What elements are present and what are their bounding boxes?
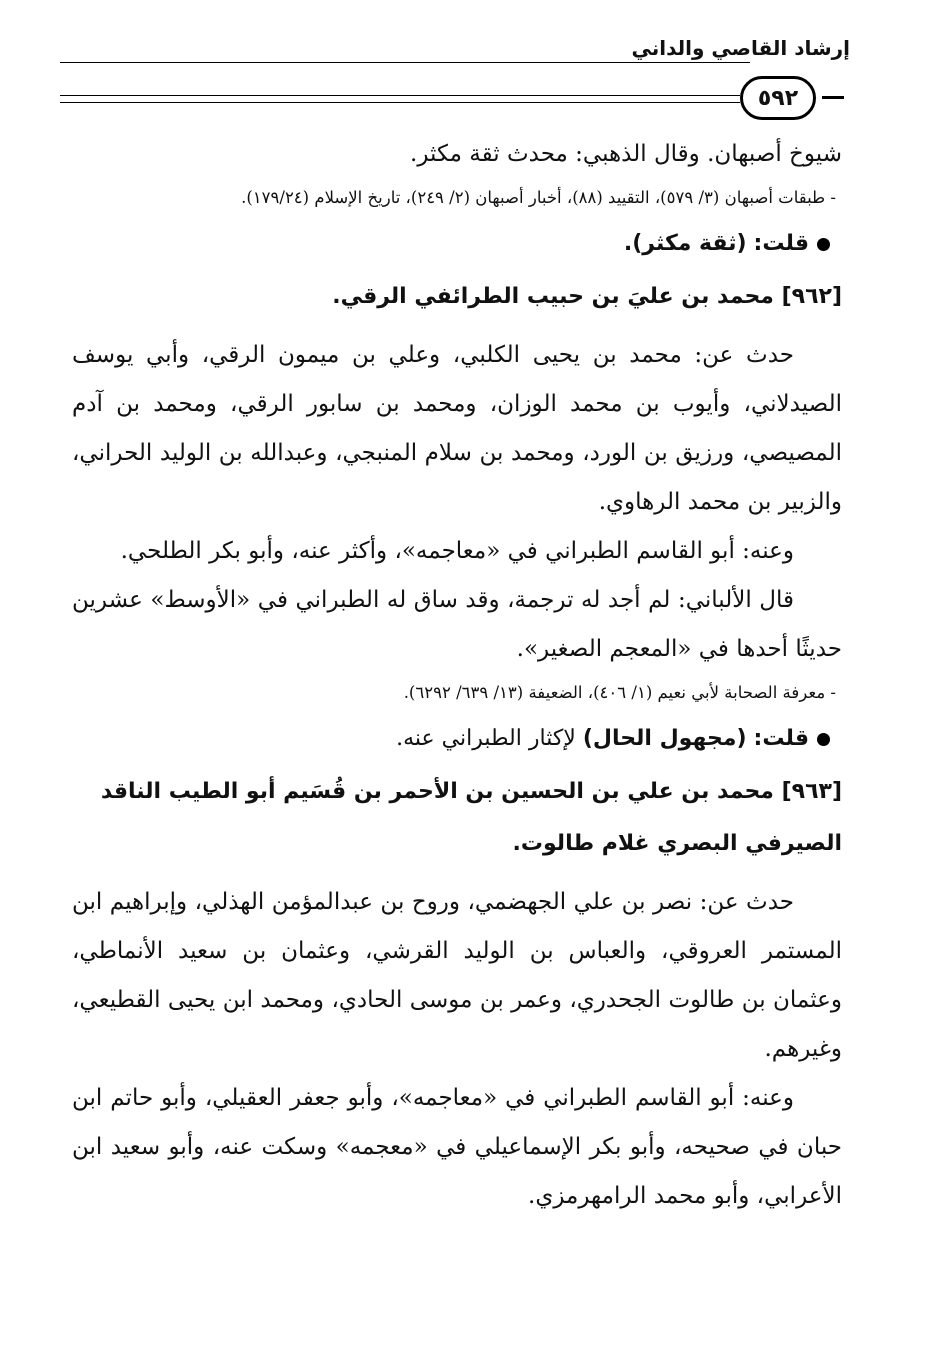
- verdict-line: [72, 221, 842, 267]
- albani-statement: قال الألباني: لم أجد له ترجمة، وقد ساق له الطبراني في «الأوسط» عشرين حديثًا أحدها في «المعجم الصغير».: [72, 587, 842, 662]
- running-title: إرشاد القاصي والداني: [631, 36, 850, 60]
- narrators-from-him: وعنه: أبو القاسم الطبراني في «معاجمه»، وأبو جعفر العقيلي، وأبو حاتم ابن حبان في صحيحه، وأبو بكر الإسماعيلي في «معجمه» وسكت عنه، وأبو سعيد ابن الأعرابي، وأبو محمد الرامهرمزي.: [72, 1085, 842, 1209]
- verdict-text: (مجهول الحال): [582, 726, 747, 751]
- narrated-from: حدث عن: نصر بن علي الجهضمي، وروح بن عبدالمؤمن الهذلي، وإبراهيم ابن المستمر العروقي، والعباس بن الوليد القرشي، وعثمان بن سعيد الأنماطي، وعثمان بن طالوت الجحدري، وعمر بن موسى الحادي، ومحمد ابن يحيى القطيعي، وغيرهم.: [72, 889, 842, 1062]
- verdict-label: قلت:: [753, 231, 809, 256]
- narrated-from: حدث عن: محمد بن يحيى الكلبي، وعلي بن ميمون الرقي، وأبي يوسف الصيدلاني، وأيوب بن محمد الوزان، ومحمد بن سابور الرقي، ومحمد بن آدم المصيصي، ورزيق بن الورد، ومحمد بن سلام المنبجي، وعبدالله بن الوليد الحراني، والزبير بن محمد الرهاوي.: [72, 342, 842, 515]
- header-rule-lower-1: [60, 95, 740, 96]
- page-number: ٥٩٢: [740, 76, 816, 120]
- page-header: [60, 36, 850, 111]
- narrators-from-him: وعنه: أبو القاسم الطبراني في «معاجمه»، وأكثر عنه، وأبو بكر الطلحي.: [120, 538, 794, 564]
- entry-continuation: شيوخ أصبهان. وقال الذهبي: محدث ثقة مكثر.: [410, 141, 842, 167]
- verdict-line: [72, 716, 842, 762]
- entry-title: [٩٦٢] محمد بن عليَ بن حبيب الطرائفي الرقي.: [332, 284, 842, 309]
- header-rule-top: [60, 62, 750, 63]
- verdict-label: قلت:: [753, 726, 809, 751]
- sources-line: - طبقات أصبهان (٣/ ٥٧٩)، التقييد (٨٨)، أخبار أصبهان (٢/ ٢٤٩)، تاريخ الإسلام (١٧٩/٢٤).: [241, 188, 836, 207]
- page-body: [72, 130, 842, 1221]
- verdict-reason: لإكثار الطبراني عنه.: [396, 726, 583, 751]
- bullet-icon: [817, 733, 830, 746]
- sources-line: - معرفة الصحابة لأبي نعيم (١/ ٤٠٦)، الضعيفة (١٣/ ٦٣٩/ ٦٢٩٢).: [403, 683, 836, 702]
- bullet-icon: [817, 238, 830, 251]
- page-number-dash: [822, 96, 844, 99]
- entry-title: [٩٦٣] محمد بن علي بن الحسين بن الأحمر بن قُسَيم أبو الطيب الناقد الصيرفي البصري غلام طالوت.: [100, 779, 842, 856]
- verdict-text: (ثقة مكثر).: [623, 231, 747, 256]
- header-rule-lower-2: [60, 102, 740, 103]
